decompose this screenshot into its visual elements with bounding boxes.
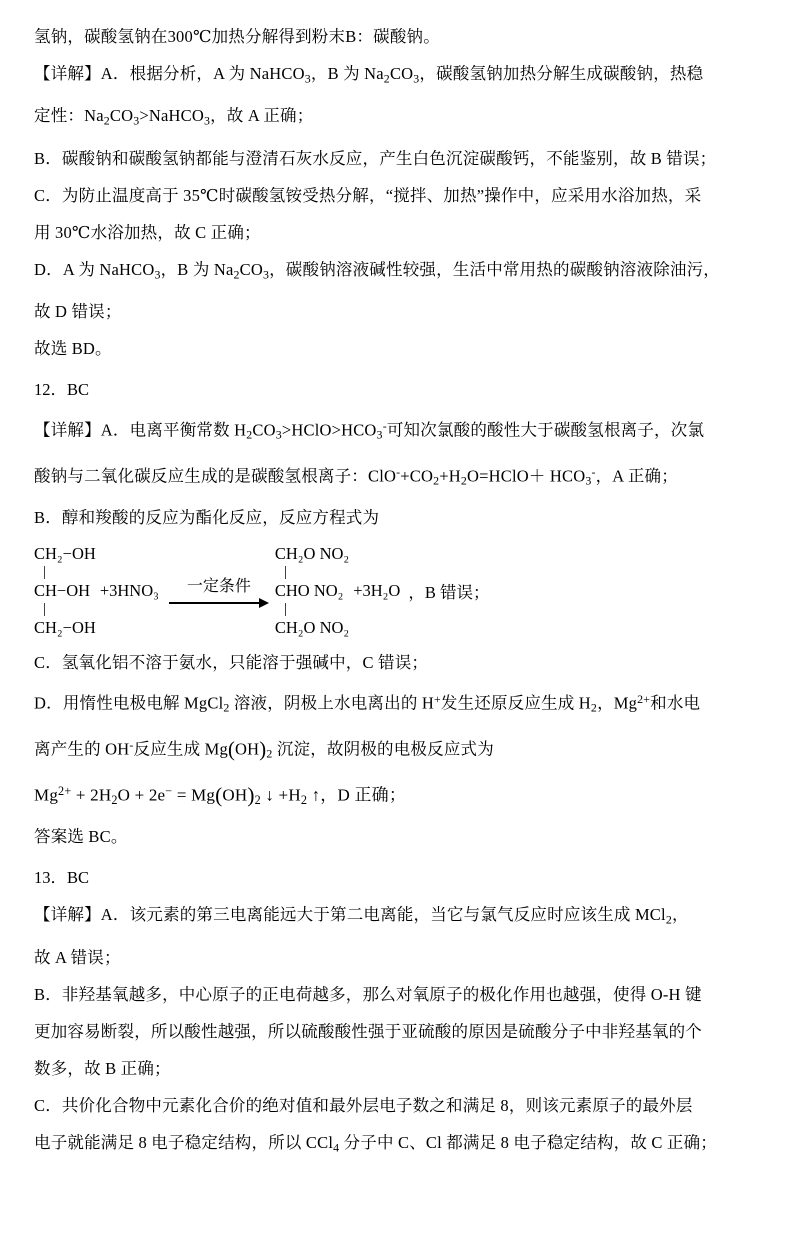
paragraph-line: 答案选 BC。 [34,827,128,847]
struct-row: CH₂−OH [34,544,96,564]
paragraph-line: D．A 为 NaHCO$_3$，B 为 $Na_2CO_3$，碳酸钠溶液碱性较强，生活中常用热的碳酸钠溶液除油污， [34,259,721,281]
paragraph-line: 【详解】A．电离平衡常数 $H_2CO_3>HClO>HCO_3^-$可知次氯酸的酸性大于碳酸氢根离子，次氯 [34,418,705,442]
struct-row: CH₂O NO₂ [274,618,350,638]
paragraph-line: 【详解】A．该元素的第三电离能远大于第二电离能，当它与氯气反应时应该生成 MCl$_2$， [34,905,689,927]
paragraph-line: B．醇和羧酸的反应为酯化反应，反应方程式为 [34,508,380,528]
bond-line: | [283,564,287,581]
paragraph-line: B．碳酸钠和碳酸氢钠都能与澄清石灰水反应，产生白色沉淀碳酸钙，不能鉴别，故 B 错误； [34,148,717,168]
equation-tail-note: ，B 错误； [408,583,490,603]
paragraph-line: C．氢氧化铝不溶于氨水，只能溶于强碱中，C 错误； [34,653,429,673]
paragraph-line: C．共价化合物中元素化合价的绝对值和最外层电子数之和满足 8，则该元素原子的最外层 [34,1095,693,1115]
struct-row: CH−OH [34,581,91,601]
arrow-icon [169,597,269,609]
paragraph-line: 【详解】A．根据分析，A 为 NaHCO$_3$，B 为 $Na_2CO_3$，碳酸氢钠加热分解生成碳酸钠，热稳 [34,64,704,86]
paragraph-line: C．为防止温度高于 35℃时碳酸氢铵受热分解，“搅拌、加热”操作中，应采用水浴加热，采 [34,185,702,205]
reaction-arrow [163,577,275,609]
paragraph-line: 酸钠与二氧化碳反应生成的是碳酸氢根离子：$ClO^-+CO_2+H_2O=HClO+ HCO_3^-$，A 正确； [34,464,678,488]
paragraph-line: D．用惰性电极电解 MgCl$_2$ 溶液，阴极上水电离出的 H+发生还原反应生成 $H_2$，$Mg^{2+}$和水电 [34,692,701,715]
paragraph-line: 故 A 错误； [34,947,121,967]
reaction-condition-label: 一定条件 [186,578,251,596]
equation-left-suffix: +3HNO₃ [99,581,159,601]
struct-row: CH₂O NO₂ [274,544,350,564]
paragraph-line: 故选 BD。 [34,338,112,358]
bond-line: | [43,564,47,581]
bond-line: | [43,601,47,618]
paragraph-line: 用 30℃水浴加热，故 C 正确； [34,222,261,242]
paragraph-line: 氢钠，碳酸氢钠在300℃加热分解得到粉末B：碳酸钠。 [34,27,440,46]
paragraph-line: 定性：$Na_2CO_3>NaHCO_3$，故 A 正确； [34,106,314,128]
esterification-equation [34,542,766,640]
paragraph-line: B．非羟基氧越多，中心原子的正电荷越多，那么对氧原子的极化作用也越强，使得 O-H 键 [34,984,702,1004]
paragraph-line: 离产生的 OH-反应生成 $Mg(OH)_2$ 沉淀，故阴极的电极反应式为 [34,737,494,761]
question-13-answer-heading: 13．BC [34,868,90,888]
struct-row: CHO NO₂ [274,581,344,601]
paragraph-line: 数多，故 B 正确； [34,1058,171,1078]
equation-left-structure [34,542,96,640]
electrode-equation: $Mg^{2+} + 2H_2O + 2e^- = Mg(OH)_2$ ↓ $+H_2$ ↑，D 正确； [34,782,407,807]
equation-right-structure [275,542,349,640]
struct-row: CH₂−OH [34,618,96,638]
bond-line: | [283,601,287,618]
question-12-answer-heading: 12．BC [34,379,90,399]
paragraph-line: 故 D 错误； [34,301,122,321]
equation-right-suffix: +3H₂O [353,581,401,601]
paragraph-line: 电子就能满足 8 电子稳定结构，所以 CCl$_4$ 分子中 C、Cl 都满足 8 电子稳定结构，故 C 正确； [34,1132,717,1155]
paragraph-line: 更加容易断裂，所以酸性越强，所以硫酸酸性强于亚硫酸的原因是硫酸分子中非羟基氧的个 [34,1021,702,1041]
